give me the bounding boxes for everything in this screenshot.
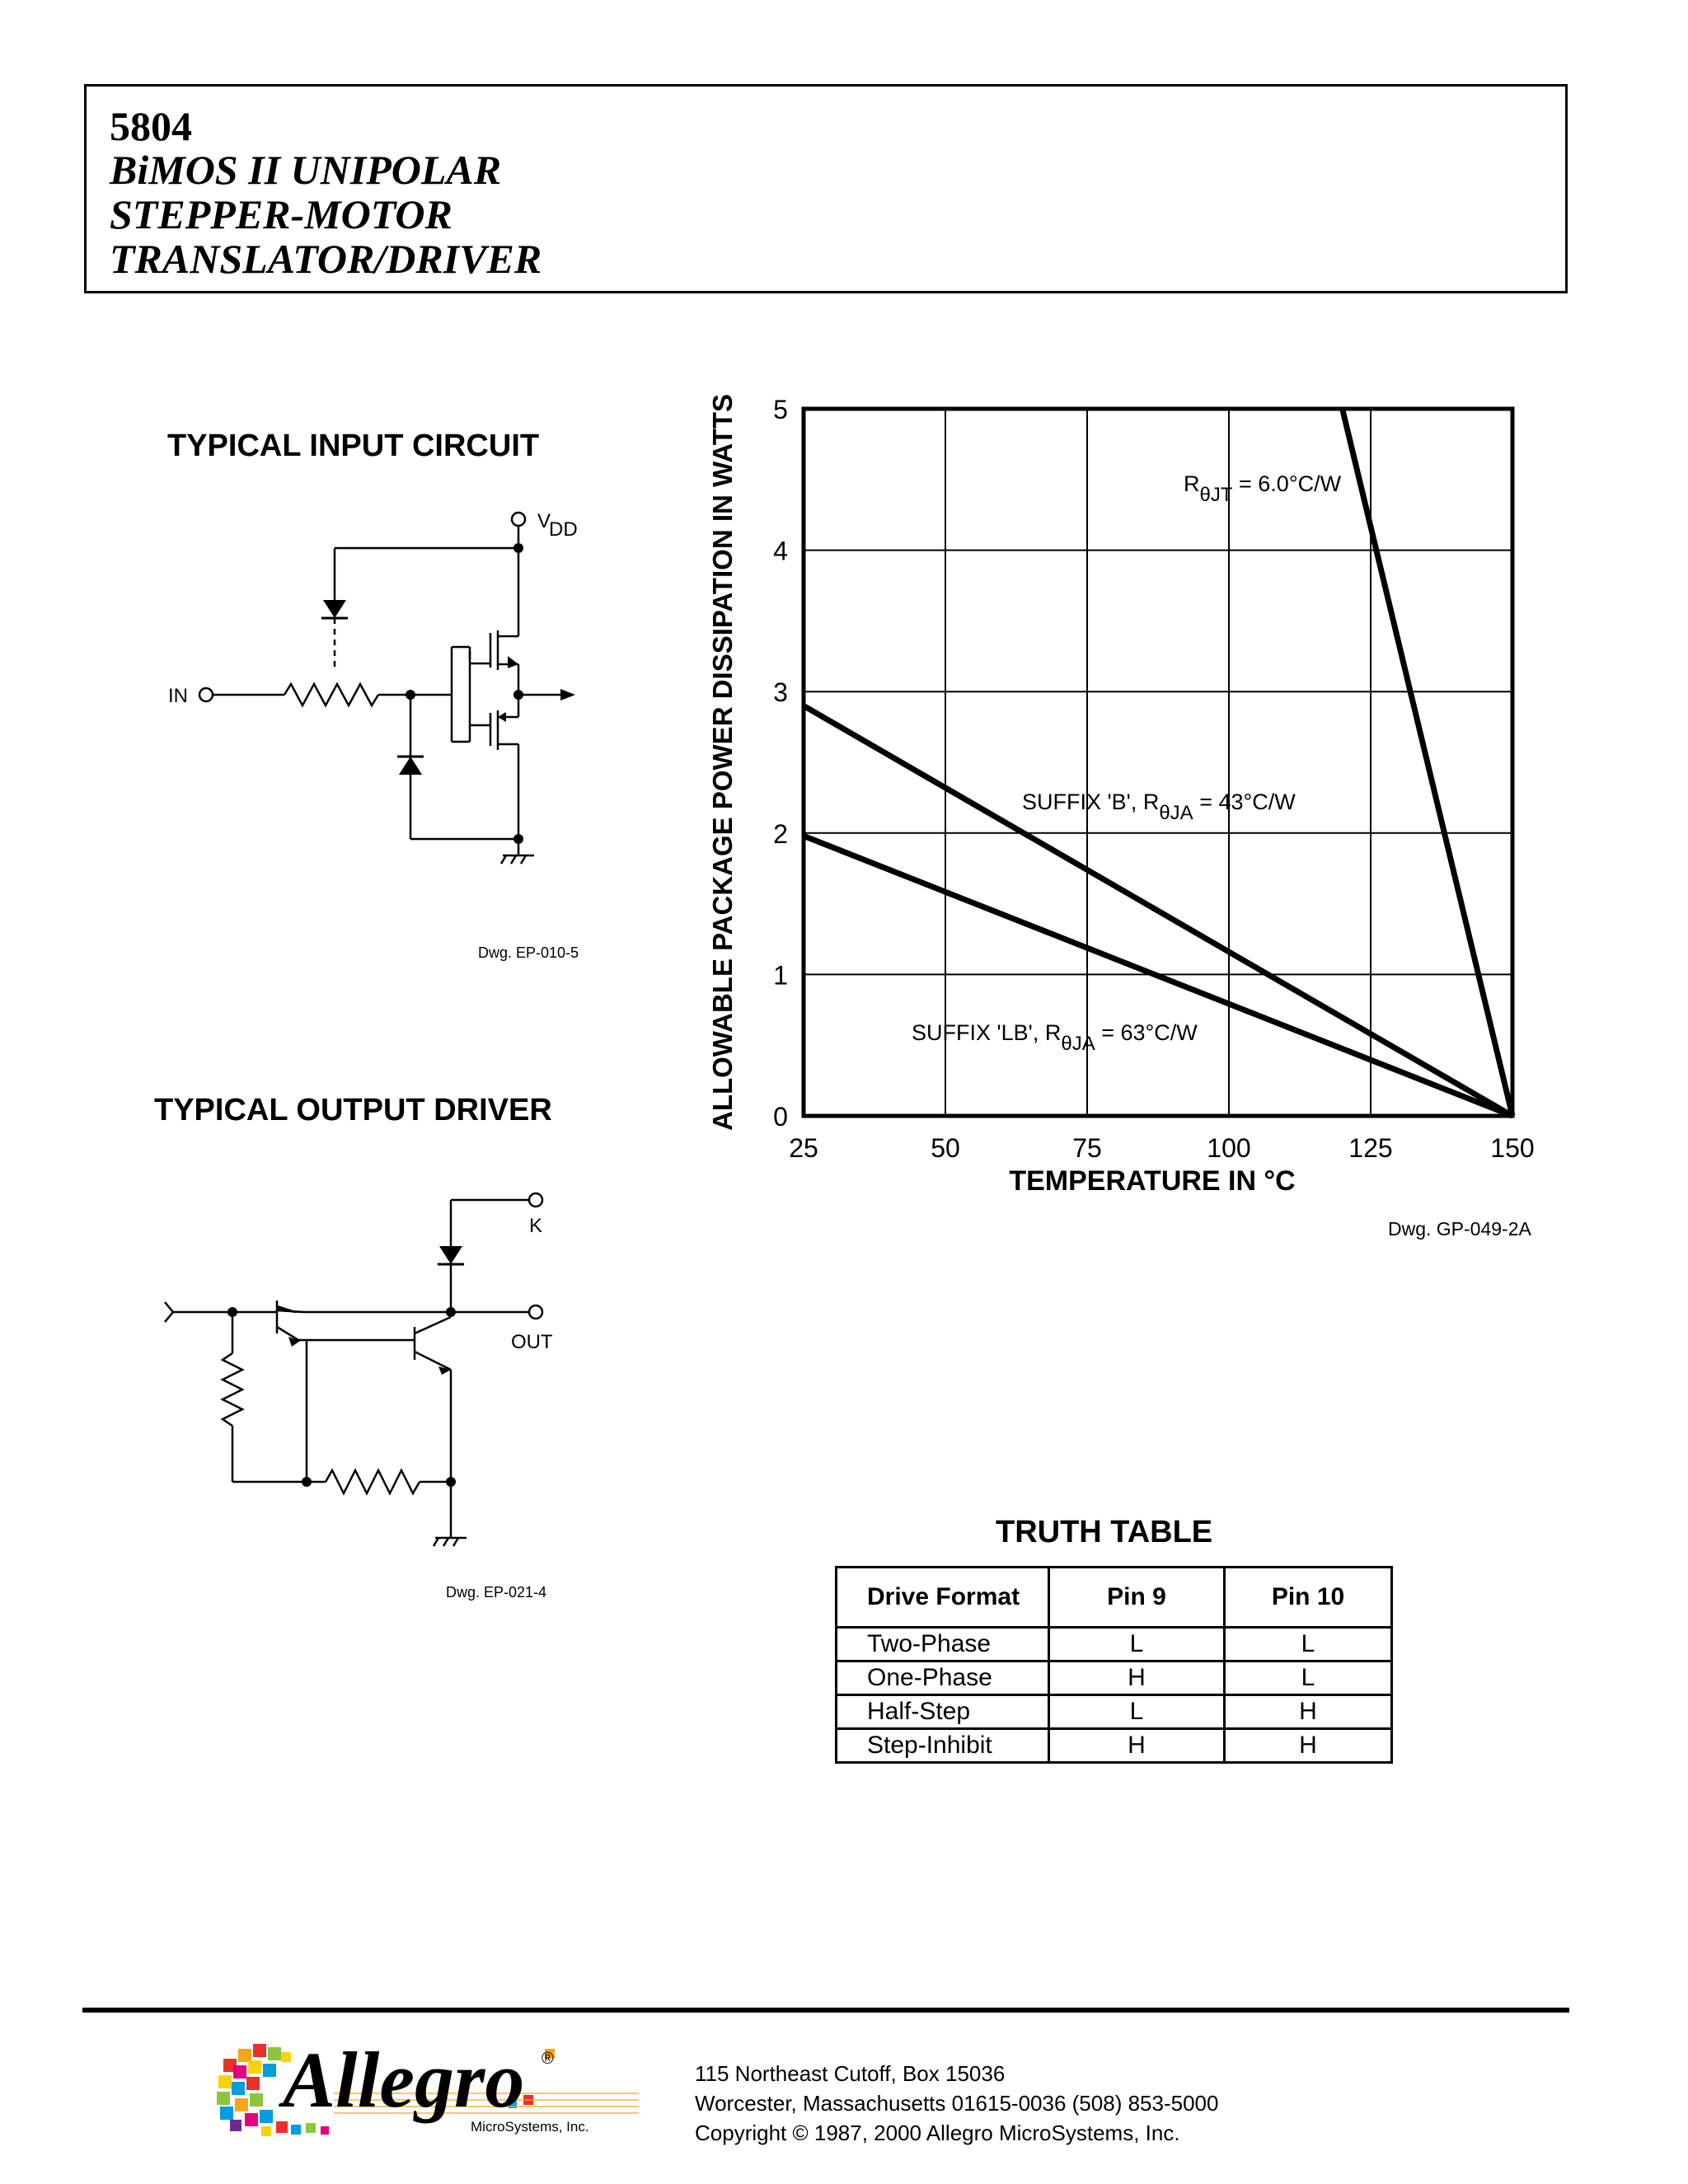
- plot-frame: [804, 409, 1512, 1116]
- y-tick-label: 2: [773, 818, 788, 849]
- x-axis-label: TEMPERATURE IN °C: [1009, 1165, 1296, 1197]
- header-pin-10: Pin 10: [1225, 1568, 1392, 1628]
- x-tick-label: 50: [931, 1133, 960, 1163]
- table-cell: H: [1299, 1732, 1317, 1759]
- in-label: IN: [168, 685, 188, 707]
- series-label-lb-sub: θJA: [1061, 1033, 1095, 1055]
- table-cell: L: [1049, 1628, 1225, 1661]
- table-cell: L: [1225, 1628, 1392, 1661]
- output-driver-dwg: Dwg. EP-021-4: [446, 1584, 547, 1601]
- header-pin-9: Pin 9: [1049, 1568, 1225, 1628]
- out-label: OUT: [511, 1331, 553, 1353]
- table-row: [837, 1661, 1392, 1695]
- chart-lines: [804, 409, 1512, 1116]
- table-row: [837, 1695, 1392, 1729]
- table-cell: H: [1225, 1695, 1392, 1729]
- table-cell: Step-Inhibit: [837, 1729, 1049, 1763]
- series-label-b-rest: = 43°C/W: [1193, 790, 1296, 814]
- address-line-3: Copyright © 1987, 2000 Allegro MicroSystems, Inc.: [695, 2121, 1180, 2145]
- y-axis-label: ALLOWABLE PACKAGE POWER DISSIPATION IN WATTS: [707, 393, 738, 1132]
- series-line-2: [804, 836, 1512, 1116]
- x-tick-label: 75: [1072, 1133, 1102, 1163]
- x-tick-label: 25: [789, 1133, 818, 1163]
- series-label-lb-main: SUFFIX 'LB', R: [912, 1020, 1062, 1045]
- output-driver-title: TYPICAL OUTPUT DRIVER: [154, 1093, 552, 1127]
- y-tick-labels: [773, 395, 788, 1132]
- title-line-2: STEPPER-MOTOR: [110, 191, 452, 237]
- footer-rule: [82, 2008, 1569, 2013]
- logo-registered: ®: [542, 2050, 554, 2068]
- header-drive-format: Drive Format: [837, 1568, 1049, 1628]
- allegro-logo: [210, 2034, 655, 2141]
- input-circuit-dwg: Dwg. EP-010-5: [478, 944, 579, 961]
- series-label-lb: [912, 1020, 1198, 1055]
- table-cell: L: [1225, 1661, 1392, 1695]
- table-cell: H: [1049, 1661, 1225, 1695]
- vdd-label: V: [537, 510, 551, 532]
- title-line-1: BiMOS II UNIPOLAR: [110, 147, 502, 193]
- vdd-label-sub: DD: [549, 518, 578, 541]
- series-label-rthjt: [1184, 471, 1342, 506]
- table-row: [837, 1628, 1392, 1661]
- truth-table-header-row: [837, 1568, 1392, 1628]
- series-label-b: [1022, 790, 1296, 824]
- address-block: [695, 2059, 1218, 2148]
- series-label-lb-rest: = 63°C/W: [1095, 1020, 1198, 1045]
- y-tick-label: 1: [773, 960, 788, 991]
- y-tick-label: 3: [773, 677, 788, 708]
- x-tick-labels: [789, 1133, 1534, 1163]
- address-line-2: Worcester, Massachusetts 01615-0036 (508) 853-5000: [695, 2091, 1219, 2116]
- input-circuit-title: TYPICAL INPUT CIRCUIT: [167, 429, 540, 463]
- y-tick-label: 5: [773, 395, 788, 424]
- table-cell: H: [1049, 1729, 1225, 1763]
- logo-subtext: MicroSystems, Inc.: [471, 2119, 589, 2135]
- part-number: 5804: [110, 103, 192, 149]
- x-tick-label: 100: [1207, 1133, 1251, 1163]
- x-tick-label: 125: [1348, 1133, 1393, 1163]
- series-label-b-main: SUFFIX 'B', R: [1022, 790, 1160, 814]
- series-line-1: [804, 705, 1512, 1116]
- truth-table: [835, 1566, 1393, 1764]
- k-label: K: [529, 1215, 543, 1237]
- table-cell: L: [1049, 1695, 1225, 1729]
- logo-wordmark: Allegro: [283, 2036, 525, 2124]
- truth-table-title: TRUTH TABLE: [996, 1515, 1213, 1549]
- series-label-rthjt-rest: = 6.0°C/W: [1232, 471, 1342, 496]
- chart-grid: [804, 409, 1512, 1116]
- y-tick-label: 0: [773, 1102, 788, 1132]
- y-tick-label: 4: [773, 536, 788, 566]
- address-line-1: 115 Northeast Cutoff, Box 15036: [695, 2061, 1006, 2086]
- table-cell: Half-Step: [837, 1695, 1049, 1729]
- chart-dwg: Dwg. GP-049-2A: [1388, 1218, 1531, 1240]
- series-label-rthjt-main: R: [1184, 471, 1200, 496]
- series-label-rthjt-sub: θJT: [1199, 484, 1233, 506]
- series-label-b-sub: θJA: [1159, 802, 1193, 824]
- table-row: [837, 1729, 1392, 1763]
- x-tick-label: 150: [1490, 1133, 1535, 1163]
- title-line-3: TRANSLATOR/DRIVER: [110, 236, 542, 282]
- table-cell: Two-Phase: [837, 1628, 1049, 1661]
- series-line-0: [1343, 409, 1512, 1116]
- table-cell: One-Phase: [837, 1661, 1049, 1695]
